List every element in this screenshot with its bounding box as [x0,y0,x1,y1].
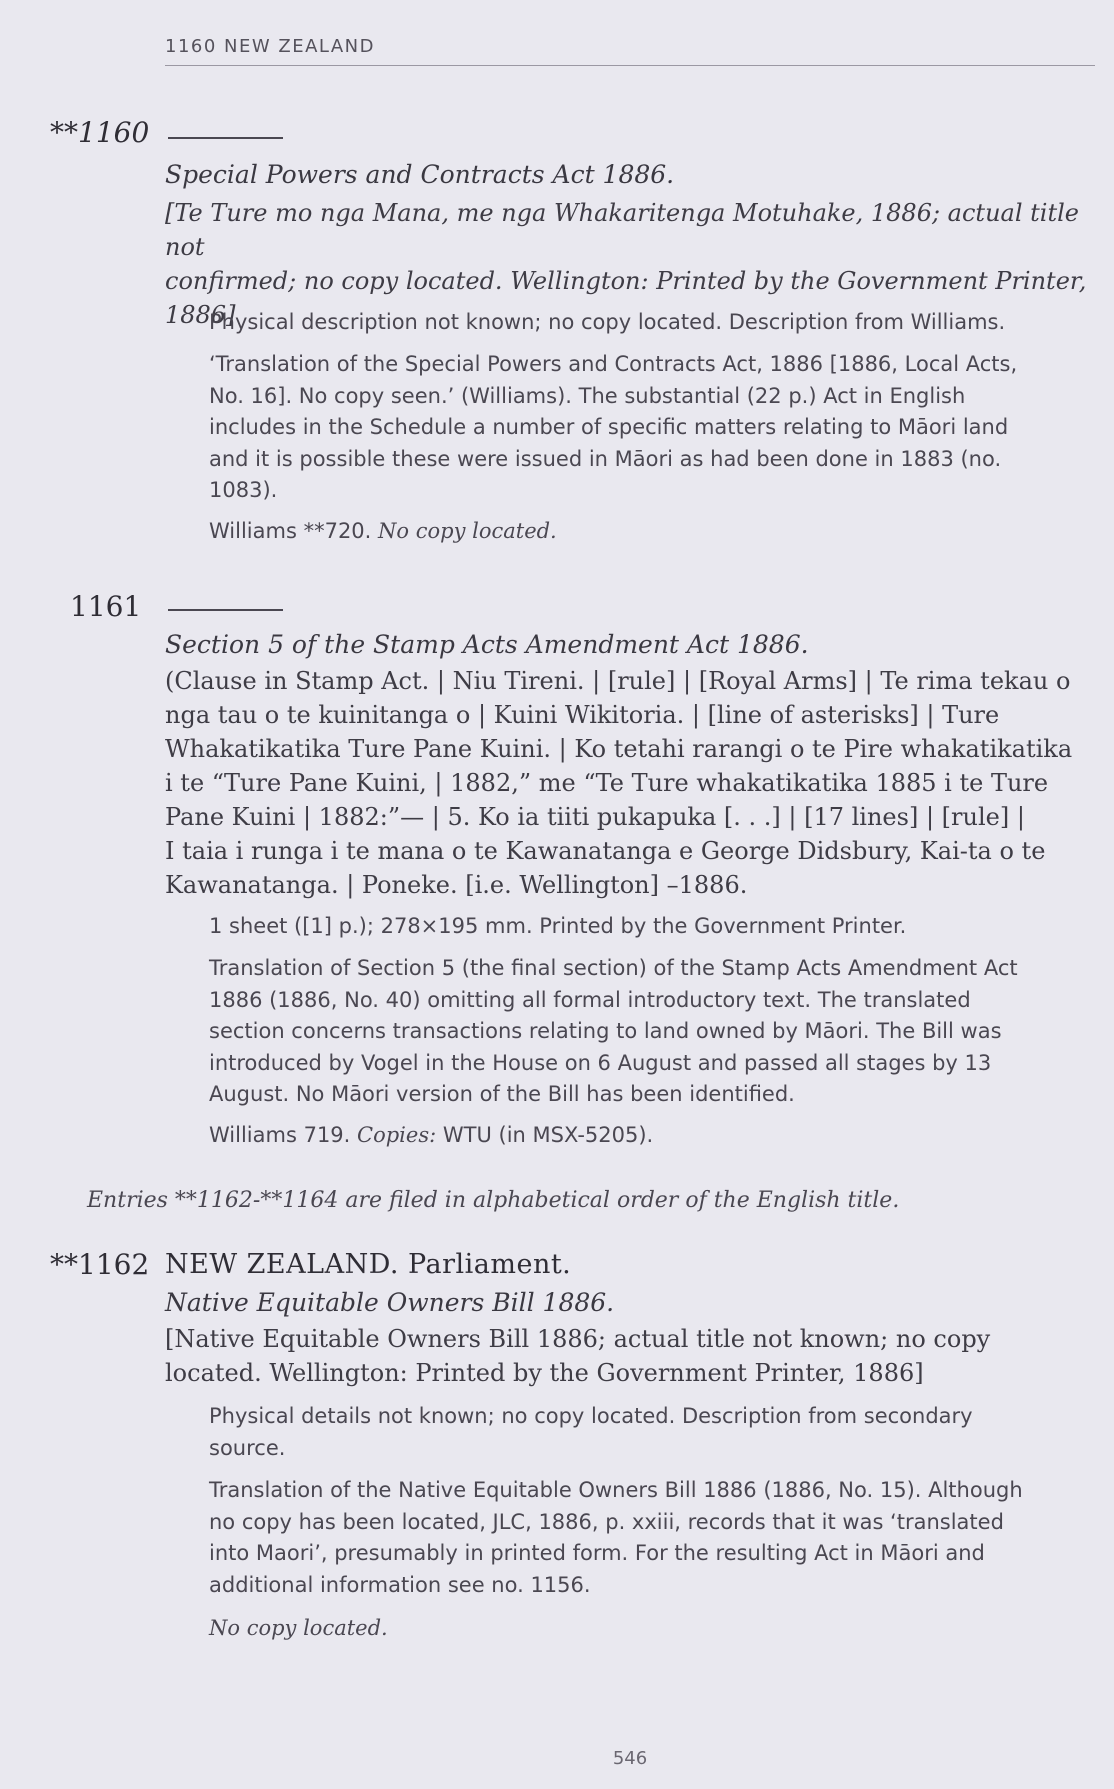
note-line: Physical description not known; no copy located. Description from Williams. [209,310,1006,334]
note-line: August. No Māori version of the Bill has been identified. [209,1082,795,1106]
entry-heading: NEW ZEALAND. Parliament. [165,1249,572,1280]
note-line: includes in the Schedule a number of specific matters relating to Māori land [209,415,1009,439]
entry-number: 1161 [70,590,142,623]
reference-text: Williams **720. [209,519,372,543]
reference-line [209,516,1093,548]
transcription-line: 1886] [165,301,236,329]
physical-description [209,307,1093,339]
note-line: 1083). [209,478,278,502]
reference-status: No copy located. [209,1616,388,1640]
header-rule [165,65,1095,66]
transcription-line: [Native Equitable Owners Bill 1886; actual title not known; no copy [165,1325,991,1353]
note-line: and it is possible these were issued in Māori as had been done in 1883 (no. [209,446,1002,471]
note-line: 1 sheet ([1] p.); 278×195 mm. Printed by the Government Printer. [209,914,907,938]
transcription-line: Kawanatanga. | Poneke. [i.e. Wellington] –1886. [165,871,748,899]
transcription-line: Whakatikatika Ture Pane Kuini. | Ko tetahi rarangi o te Pire whakatikatika [165,735,1073,763]
reference-line [209,1120,1093,1152]
note-line: section concerns transactions relating to land owned by Māori. The Bill was [209,1019,1002,1043]
note-line: No. 16]. No copy seen.’ (Williams). The substantial (22 p.) Act in English [209,383,966,408]
entry-title: Special Powers and Contracts Act 1886. [165,160,675,189]
entry-number: **1162 [50,1248,150,1281]
translation-note [209,349,1093,507]
note-line: Physical details not known; no copy located. Description from secondary [209,1404,973,1428]
note-line: Translation of the Native Equitable Owners Bill 1886 (1886, No. 15). Although [209,1478,1023,1502]
note-line: source. [209,1435,286,1460]
transcription-line: located. Wellington: Printed by the Government Printer, 1886] [165,1359,924,1387]
reference-line [209,1613,1093,1645]
transcription-line: i te “Ture Pane Kuini, | 1882,” me “Te Ture whakatikatika 1885 i te Ture [165,769,1049,797]
note-line: Translation of Section 5 (the final section) of the Stamp Acts Amendment Act [209,956,1018,980]
note-line: introduced by Vogel in the House on 6 August and passed all stages by 13 [209,1050,992,1075]
entry-number: **1160 [50,116,150,149]
transcription-line: I taia i runga i te mana o te Kawanatanga e George Didsbury, Kai-ta o te [165,837,1046,865]
transcription-line: nga tau o te kuinitanga o | Kuini Wikitoria. | [line of asterisks] | Ture [165,701,1000,729]
note-line: into Maori’, presumably in printed form. For the resulting Act in Māori and [209,1541,985,1565]
note-line: 1886 (1886, No. 40) omitting all formal introductory text. The translated [209,987,971,1012]
translation-note [209,1475,1093,1601]
reference-status: No copy located. [378,519,557,543]
author-dash [168,609,283,611]
note-line: ‘Translation of the Special Powers and Contracts Act, 1886 [1886, Local Acts, [209,352,1018,376]
running-head: 1160 NEW ZEALAND [165,36,375,57]
copies-label: Copies: [357,1123,437,1147]
translation-note [209,953,1093,1111]
entry-title: Section 5 of the Stamp Acts Amendment Act 1886. [165,630,809,659]
reference-text: Williams 719. [209,1123,351,1147]
filing-note: Entries **1162-**1164 are filed in alphabetical order of the English title. [87,1188,900,1213]
transcription-line: confirmed; no copy located. Wellington: Printed by the Government Printer, [165,267,1087,295]
note-line: additional information see no. 1156. [209,1572,591,1597]
author-dash [168,137,283,139]
physical-description [209,911,1093,943]
title-transcription [165,664,1093,902]
physical-description [209,1401,1093,1464]
title-transcription [165,1322,1093,1390]
transcription-line: Pane Kuini | 1882:”— | 5. Ko ia tiiti pukapuka [. . .] | [17 lines] | [rule] | [165,803,1025,831]
page-number: 546 [612,1748,648,1769]
copies-location: WTU (in MSX-5205). [442,1123,654,1147]
transcription-line: [Te Ture mo nga Mana, me nga Whakaritenga Motuhake, 1886; actual title not [165,199,1079,261]
entry-title: Native Equitable Owners Bill 1886. [165,1288,615,1317]
note-line: no copy has been located, JLC, 1886, p. xxiii, records that it was ‘translated [209,1509,1004,1534]
transcription-line: (Clause in Stamp Act. | Niu Tireni. | [rule] | [Royal Arms] | Te rima tekau o [165,667,1071,695]
